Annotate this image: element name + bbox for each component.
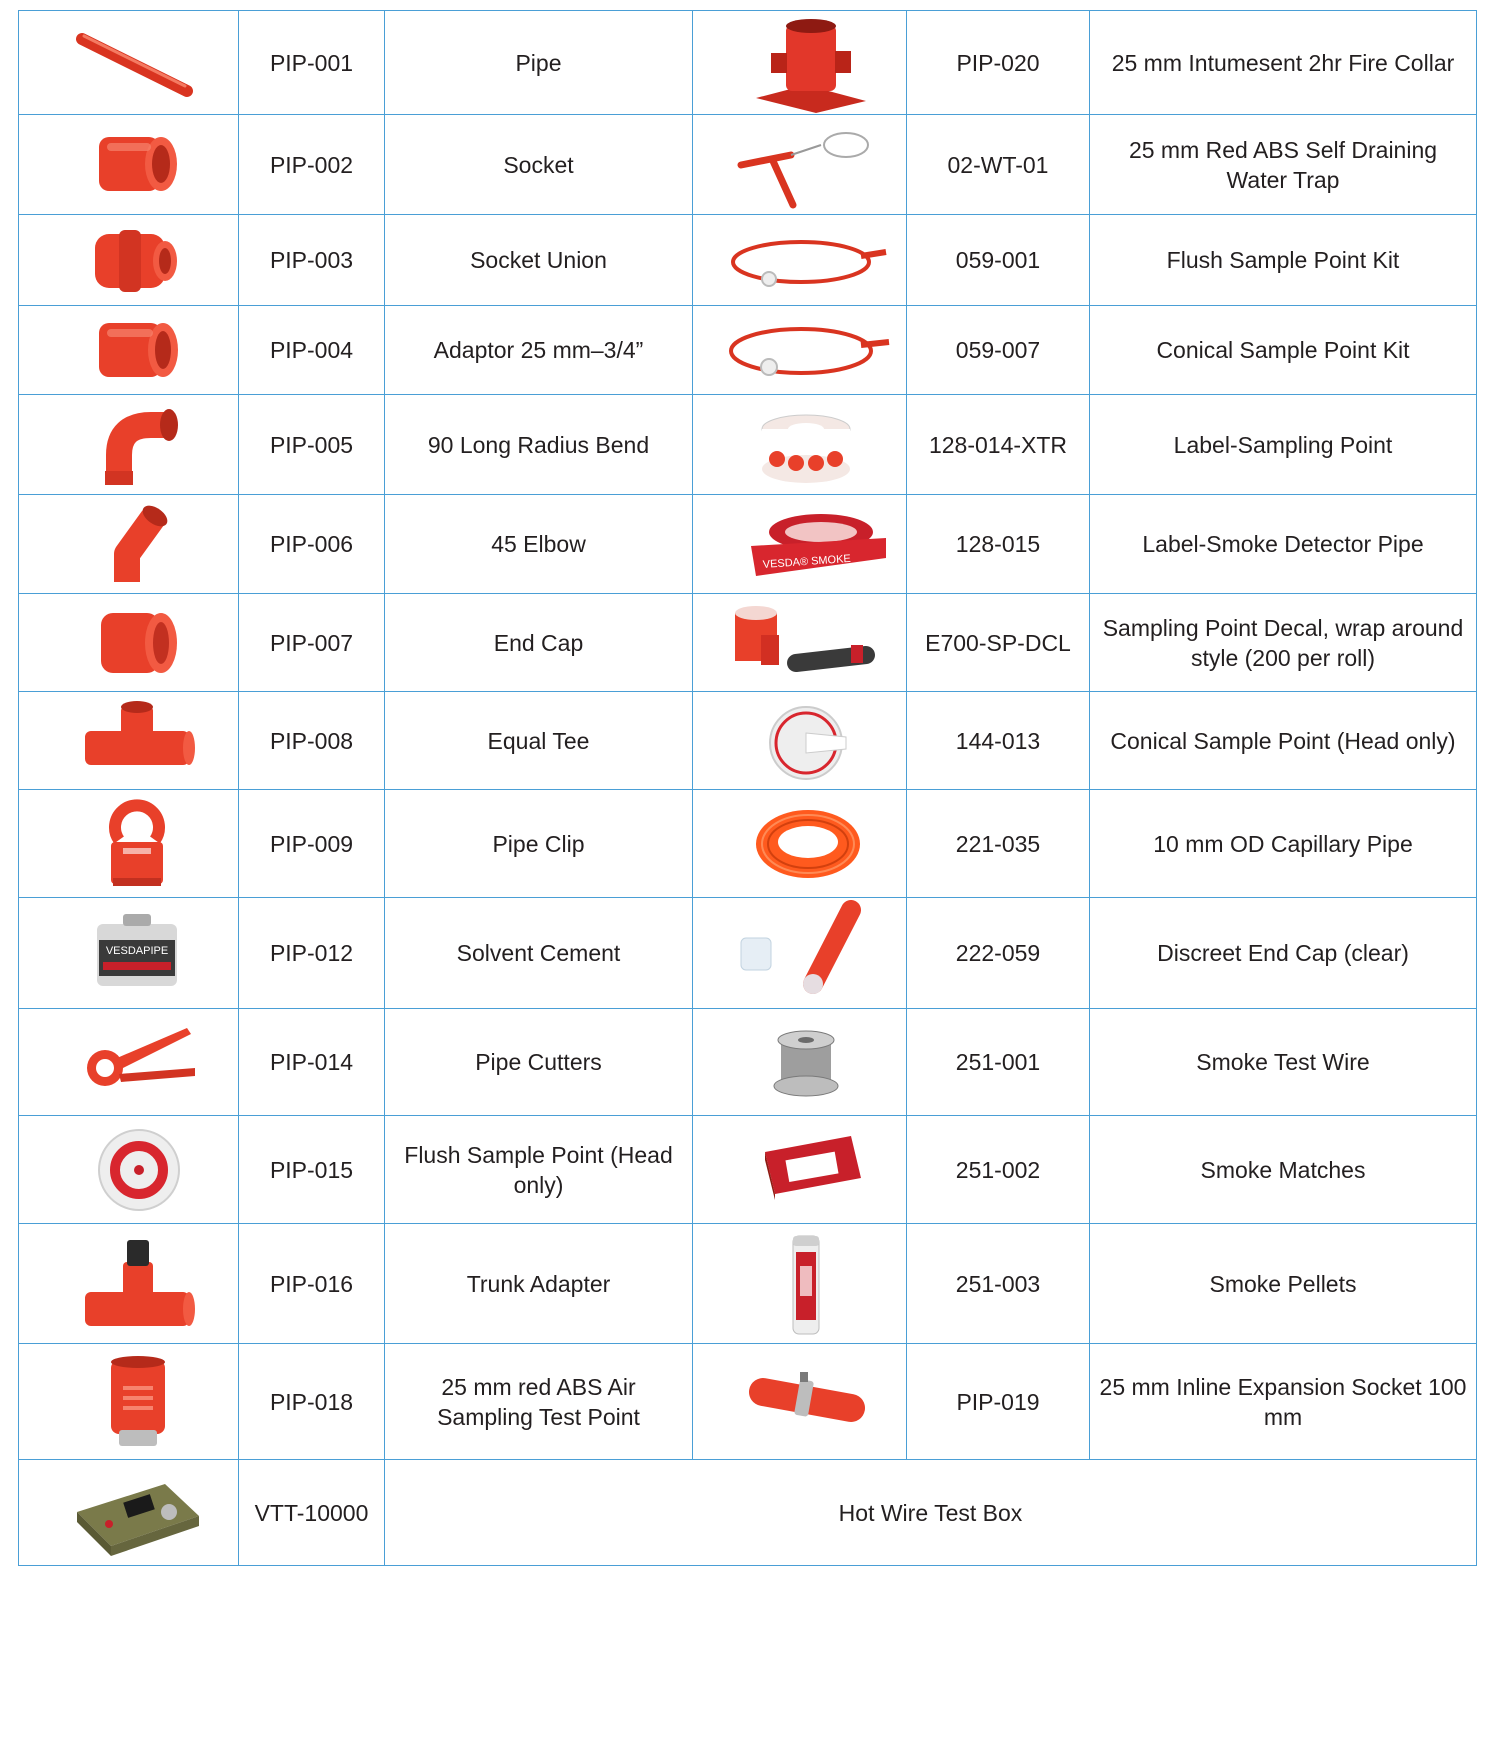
pipe-cutters-icon — [27, 1010, 239, 1114]
part-description: Label-Smoke Detector Pipe — [1090, 495, 1477, 594]
can-label: VESDAPIPE — [105, 945, 169, 957]
table-row — [19, 1344, 1477, 1460]
product-image — [19, 594, 239, 692]
product-image — [693, 215, 907, 306]
part-description: Trunk Adapter — [385, 1224, 693, 1344]
trunk-adapter-icon — [27, 1226, 239, 1342]
table-row — [19, 594, 1477, 692]
part-code: PIP-009 — [239, 790, 385, 898]
product-image — [693, 594, 907, 692]
product-image — [693, 1009, 907, 1116]
socket-union-icon — [27, 216, 239, 304]
water-trap-icon — [701, 117, 907, 213]
equal-tee-icon — [27, 693, 239, 789]
part-code: 251-003 — [907, 1224, 1090, 1344]
part-code: PIP-006 — [239, 495, 385, 594]
part-code: PIP-019 — [907, 1344, 1090, 1460]
discreet-end-cap-icon — [701, 900, 907, 1006]
table-row — [19, 1460, 1477, 1566]
product-image — [693, 11, 907, 115]
part-description: Conical Sample Point (Head only) — [1090, 692, 1477, 790]
product-image — [19, 306, 239, 395]
capillary-coil-icon — [701, 792, 907, 896]
parts-table — [18, 10, 1477, 1566]
part-description: 25 mm Inline Expansion Socket 100 mm — [1090, 1344, 1477, 1460]
part-description: Sampling Point Decal, wrap around style (200 per roll) — [1090, 594, 1477, 692]
part-description: 45 Elbow — [385, 495, 693, 594]
table-row — [19, 115, 1477, 215]
product-image — [19, 898, 239, 1009]
product-image — [693, 115, 907, 215]
part-description: Discreet End Cap (clear) — [1090, 898, 1477, 1009]
decal-roll-icon — [701, 595, 907, 691]
socket-icon — [27, 117, 239, 213]
table-row — [19, 1224, 1477, 1344]
elbow-45-icon — [27, 496, 239, 592]
product-image — [693, 692, 907, 790]
part-description: End Cap — [385, 594, 693, 692]
smoke-label-tape-icon — [701, 496, 907, 592]
label-roll-icon — [701, 397, 907, 493]
test-box-icon — [27, 1462, 239, 1564]
product-image — [19, 692, 239, 790]
product-image — [693, 898, 907, 1009]
part-description: Smoke Pellets — [1090, 1224, 1477, 1344]
flush-sample-kit-icon — [701, 216, 907, 304]
table-row — [19, 395, 1477, 495]
part-code: PIP-004 — [239, 306, 385, 395]
product-image — [693, 495, 907, 594]
part-code: 128-014-XTR — [907, 395, 1090, 495]
product-image — [19, 790, 239, 898]
table-row — [19, 306, 1477, 395]
part-description: Label-Sampling Point — [1090, 395, 1477, 495]
part-code: PIP-003 — [239, 215, 385, 306]
product-image — [693, 790, 907, 898]
table-row — [19, 692, 1477, 790]
part-code: 02-WT-01 — [907, 115, 1090, 215]
expansion-socket-icon — [701, 1346, 907, 1458]
red-pipe-icon — [27, 13, 239, 113]
product-image — [19, 115, 239, 215]
product-image — [19, 1009, 239, 1116]
conical-sample-kit-icon — [701, 307, 907, 393]
long-radius-bend-icon — [27, 397, 239, 493]
part-description: Smoke Matches — [1090, 1116, 1477, 1224]
part-code: 059-007 — [907, 306, 1090, 395]
part-code: 221-035 — [907, 790, 1090, 898]
part-description: 90 Long Radius Bend — [385, 395, 693, 495]
end-cap-icon — [27, 595, 239, 691]
part-code: 251-002 — [907, 1116, 1090, 1224]
part-code: PIP-020 — [907, 11, 1090, 115]
adaptor-icon — [27, 307, 239, 393]
part-description: Socket Union — [385, 215, 693, 306]
part-code: PIP-016 — [239, 1224, 385, 1344]
product-image — [693, 1224, 907, 1344]
part-code: 059-001 — [907, 215, 1090, 306]
part-description: 10 mm OD Capillary Pipe — [1090, 790, 1477, 898]
part-code: 144-013 — [907, 692, 1090, 790]
product-image — [19, 395, 239, 495]
part-code: E700-SP-DCL — [907, 594, 1090, 692]
solvent-cement-can-icon — [27, 900, 239, 1006]
table-row — [19, 1009, 1477, 1116]
product-image — [693, 1116, 907, 1224]
part-description: Pipe Clip — [385, 790, 693, 898]
table-row — [19, 495, 1477, 594]
conical-head-icon — [701, 693, 907, 789]
pipe-clip-icon — [27, 792, 239, 896]
product-image — [19, 1116, 239, 1224]
product-image — [19, 11, 239, 115]
part-code: PIP-008 — [239, 692, 385, 790]
part-description: Conical Sample Point Kit — [1090, 306, 1477, 395]
part-code: PIP-014 — [239, 1009, 385, 1116]
product-image — [693, 1344, 907, 1460]
smoke-matches-box-icon — [701, 1118, 907, 1222]
part-description: 25 mm Red ABS Self Draining Water Trap — [1090, 115, 1477, 215]
table-row — [19, 790, 1477, 898]
part-description: 25 mm Intumesent 2hr Fire Collar — [1090, 11, 1477, 115]
product-image — [19, 1224, 239, 1344]
part-code: PIP-007 — [239, 594, 385, 692]
table-row — [19, 1116, 1477, 1224]
part-description: Socket — [385, 115, 693, 215]
product-image — [19, 1344, 239, 1460]
part-description: Adaptor 25 mm–3/4” — [385, 306, 693, 395]
part-code: VTT-10000 — [239, 1460, 385, 1566]
part-description: Flush Sample Point (Head only) — [385, 1116, 693, 1224]
part-description: Hot Wire Test Box — [385, 1460, 1477, 1566]
flush-head-icon — [27, 1118, 239, 1222]
smoke-pellets-tube-icon — [701, 1226, 907, 1342]
part-code: PIP-005 — [239, 395, 385, 495]
part-description: Flush Sample Point Kit — [1090, 215, 1477, 306]
table-row — [19, 11, 1477, 115]
part-description: 25 mm red ABS Air Sampling Test Point — [385, 1344, 693, 1460]
part-code: PIP-001 — [239, 11, 385, 115]
part-code: PIP-015 — [239, 1116, 385, 1224]
table-row — [19, 898, 1477, 1009]
product-image — [693, 306, 907, 395]
part-description: Pipe — [385, 11, 693, 115]
part-code: 128-015 — [907, 495, 1090, 594]
tape-text: VESDA® SMOKE — [762, 552, 852, 571]
part-code: PIP-018 — [239, 1344, 385, 1460]
part-code: PIP-002 — [239, 115, 385, 215]
product-image — [693, 395, 907, 495]
part-description: Smoke Test Wire — [1090, 1009, 1477, 1116]
table-row — [19, 215, 1477, 306]
product-image — [19, 1460, 239, 1566]
part-code: 251-001 — [907, 1009, 1090, 1116]
fire-collar-icon — [701, 13, 907, 113]
part-code: 222-059 — [907, 898, 1090, 1009]
part-description: Solvent Cement — [385, 898, 693, 1009]
part-description: Pipe Cutters — [385, 1009, 693, 1116]
wire-spool-icon — [701, 1010, 907, 1114]
product-image — [19, 495, 239, 594]
part-code: PIP-012 — [239, 898, 385, 1009]
part-description: Equal Tee — [385, 692, 693, 790]
test-point-icon — [27, 1346, 239, 1458]
product-image — [19, 215, 239, 306]
